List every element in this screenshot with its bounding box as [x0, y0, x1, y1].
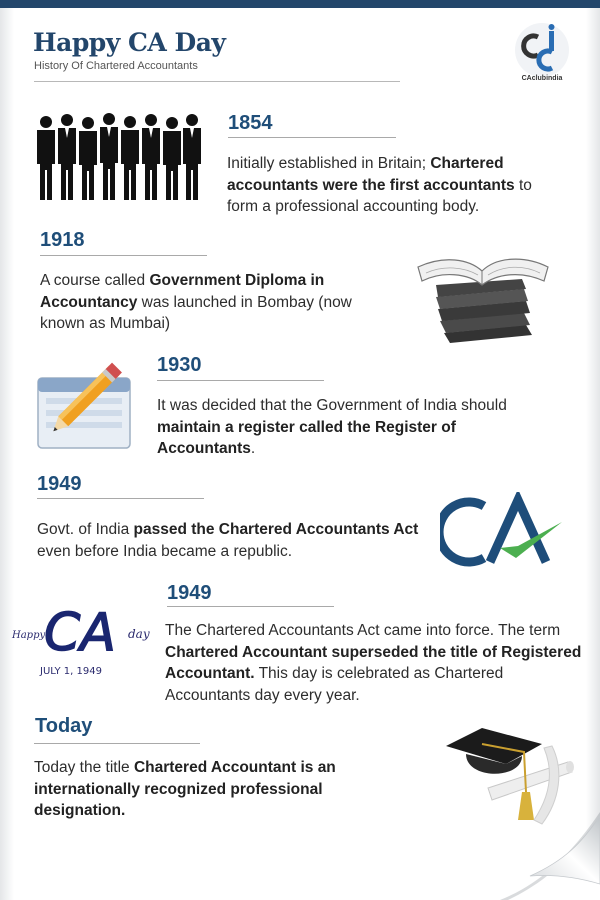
text-run: was launched in Bombay (now known as Mumbai)	[40, 293, 352, 332]
year-label: 1930	[157, 354, 202, 376]
pencil-register-icon	[36, 354, 136, 450]
ca-institute-logo-icon	[440, 492, 568, 570]
page-curl-decoration	[470, 812, 600, 900]
logo-text: CAclubindia	[521, 75, 563, 82]
text-run: Today the title	[34, 759, 134, 776]
text-run: A course called	[40, 272, 150, 289]
handwriting-day: day	[128, 627, 150, 641]
year-divider	[34, 743, 200, 744]
emphasized-text: Chartered Accountant is an internationally recognized professional designation.	[34, 759, 336, 819]
title-divider	[34, 81, 400, 82]
year-divider	[40, 255, 207, 256]
timeline-text	[157, 395, 542, 460]
page-title: Happy CA Day	[33, 28, 226, 57]
emphasized-text: Government Diploma in Accountancy	[40, 272, 325, 311]
text-run: to form a professional accounting body.	[227, 176, 532, 215]
handwriting-date: JULY 1, 1949	[40, 666, 102, 677]
emphasized-text: Chartered accountants were the first accountants	[227, 155, 515, 194]
handwriting-ca: CA	[44, 603, 116, 663]
emphasized-text: passed the Chartered Accountants Act	[133, 521, 419, 538]
timeline-text	[227, 153, 557, 218]
timeline-text	[165, 620, 585, 706]
text-run: Govt. of India	[37, 521, 134, 538]
year-divider	[228, 137, 396, 138]
page-subtitle: History Of Chartered Accountants	[34, 60, 198, 72]
year-label: 1918	[40, 229, 85, 251]
text-run: It was decided that the Government of India should	[157, 397, 507, 414]
top-bar	[0, 0, 600, 8]
year-divider	[167, 606, 334, 607]
year-label: 1949	[37, 473, 82, 495]
handwriting-happy: Happy	[12, 630, 46, 641]
timeline-text	[37, 519, 437, 562]
emphasized-text: Chartered Accountant superseded the title of Registered Accountant.	[165, 643, 582, 682]
text-run: .	[250, 440, 256, 457]
year-label: Today	[35, 715, 93, 737]
year-divider	[37, 498, 204, 499]
business-people-silhouette-icon	[34, 110, 214, 202]
emphasized-text: maintain a register called the Register of Accountants	[157, 418, 456, 457]
timeline-text	[40, 270, 395, 335]
text-run: The Chartered Accountants Act came into force. The term	[165, 622, 561, 639]
text-run: This day is celebrated as Chartered Accountants day every year.	[165, 665, 504, 704]
year-label: 1949	[167, 582, 212, 604]
year-label: 1854	[228, 112, 273, 134]
handwritten-ca-day-icon	[10, 592, 160, 684]
text-run: Initially established in Britain;	[227, 155, 431, 172]
year-divider	[157, 380, 324, 381]
text-run: even before India became a republic.	[37, 542, 293, 560]
books-stack-icon	[414, 245, 552, 345]
graduation-cap-icon	[418, 722, 576, 826]
timeline-text	[34, 757, 384, 822]
